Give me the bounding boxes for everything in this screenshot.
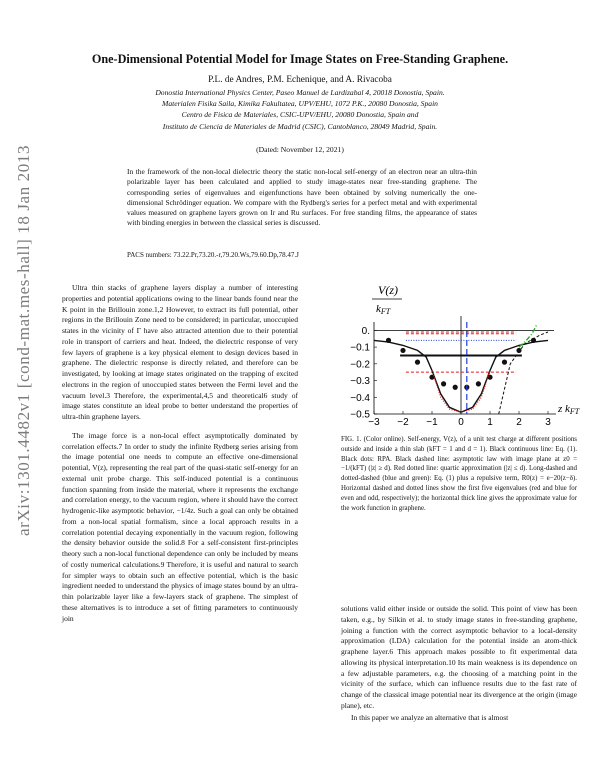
paragraph: The image force is a non-local effect asymptotically dominated by correlation effects.7 In order to study the infinite Rydberg series arising from the image potential one needs to compute an effective one-dimensional potential, V(z), representing the real part of the quasi-static self-energy for an external unit probe charge. This self-induced potential is a continuous function spanning from inside the material, where it represents the exchange and correlation energy, to the vacuum region, where it should have the correct hydrogenic-like asymptotic behavior, −1/4z. Such a goal can only be obtained from a non-local spatial formalism, since a local approach results in a correlation potential decaying exponentially in the vacuum region, following the density behavior outside the solid.8 For a self-consistent first-principles theory such a non-local functional dependence can only be included by means of costly numerical calculations.9 Therefore, it is useful and natural to search for simpler ways to obtain such an effective potential, which is the basic ingredient needed to understand the physics of image states bound by an ultra-thin polarizable layer like a few-layers stack of graphene. The simplest of these alternatives is to introduce a set of fitting parameters to continuously join bbox=[62, 430, 298, 623]
rpa-point bbox=[386, 338, 391, 343]
rpa-point bbox=[441, 381, 446, 386]
rpa-point bbox=[453, 385, 458, 390]
rpa-point bbox=[502, 360, 507, 365]
x-tick-label: 3 bbox=[545, 417, 551, 427]
y-tick-label: −0.1 bbox=[350, 342, 370, 354]
right-column bbox=[341, 604, 577, 723]
arxiv-stamp: arXiv:1301.4482v1 [cond-mat.mes-hall] 18 Jan 2013 bbox=[14, 144, 33, 536]
affiliation-line: Instituto de Ciencia de Materiales de Madrid (CSIC), Cantoblanco, 28049 Madrid, Spain. bbox=[162, 121, 438, 131]
y-axis-label-denominator: kFT bbox=[376, 303, 391, 316]
x-axis-label: z kFT bbox=[558, 403, 580, 416]
x-tick-label: 2 bbox=[516, 417, 522, 427]
affiliations bbox=[0, 87, 600, 132]
affiliation-line: Materialen Fisika Saila, Kimika Fakultatea, UPV/EHU, 1072 P.K., 20080 Donostia, Spain bbox=[162, 99, 438, 109]
rpa-point bbox=[415, 360, 420, 365]
rpa-point bbox=[476, 381, 481, 386]
y-axis-label: V(z) bbox=[378, 283, 398, 297]
figure-1 bbox=[336, 282, 586, 427]
date-line: (Dated: November 12, 2021) bbox=[256, 145, 344, 154]
affiliation-line: Donostia International Physics Center, Paseo Manuel de Lardizabal 4, 20018 Donostia, Spain. bbox=[155, 88, 445, 97]
authors: P.L. de Andres, P.M. Echenique, and A. Rivacoba bbox=[208, 75, 392, 85]
abstract: In the framework of the non-local dielectric theory the static non-local self-energy of an electron near an ultra-thin polarizable layer has been calculated and applied to study image-states near free-standing graphene. The corresponding series of eigenvalues and eigenfunctions have been obtained by solving numerically the one-dimensional Schrödinger equation. We compare with the Rydberg's series for a perfect metal and with experimental values measured on graphene layers grown on Ir and Ru surfaces. For free standing films, the appearance of states with binding energies in between the classical series is discussed. bbox=[127, 167, 477, 228]
x-tick-label: −3 bbox=[368, 417, 380, 427]
paragraph: solutions valid either inside or outside the solid. This point of view has been taken, e.g., by Silkin et al. to study image states in free-standing graphene, joining a function with the correct asymptotic behavior to a local-density approximation (LDA) calculation for the potential inside an atom-thick graphene layer.6 This approach makes possible to fit experimental data allowing its physical interpretation.10 Its main weakness is its dependence on a few adjustable parameters, e.g. the choosing of a matching point in the vicinity of the surface, which can influence results due to the fast rate of change of the classical image potential near its divergence at the origin (image plane), etc. bbox=[341, 604, 577, 710]
x-tick-label: 0 bbox=[458, 417, 464, 427]
paragraph: In this paper we analyze an alternative that is almost bbox=[351, 712, 509, 722]
y-tick-label: −0.5 bbox=[350, 409, 370, 421]
y-tick-label: 0. bbox=[361, 325, 370, 337]
affiliation-line: Centro de Fisica de Materiales, CSIC-UPV/EHU, 20080 Donostia, Spain and bbox=[181, 110, 419, 120]
paragraph: Ultra thin stacks of graphene layers display a number of interesting properties and potential applications owing to the linear bands found near the K point in the Brillouin zone.1,2 However, to extract its full potential, other regions in the Brillouin Zone need to be considered; in particular, unoccupied states in the vicinity of Γ have also attracted attention due to their potential role in transport of carriers and heat. Indeed, the dielectric response of very few layers of graphene is a key physical element to design devices based in graphene. The dielectric response is directly related, and therefore can be investigated, by looking at image states originated on the trapping of excited electrons in the region of unoccupied states between the Fermi level and the vacuum level.3 Therefore, the experimental,4,5 and theoretical6 study of image states constitute an ideal probe to better understand the properties of ultra-thin graphene layers. bbox=[62, 283, 298, 421]
y-axis-label-subscript: FT bbox=[380, 307, 391, 316]
pacs-numbers: PACS numbers: 73.22.Pr,73.20.-r,79.20.Ws,79.60.Dp,78.47.J bbox=[127, 251, 299, 259]
y-tick-label: −0.4 bbox=[350, 392, 370, 404]
left-column bbox=[62, 283, 298, 624]
x-tick-label: −2 bbox=[397, 417, 409, 427]
x-tick-label: −1 bbox=[426, 417, 438, 427]
figure-caption: FIG. 1. (Color online). Self-energy, V(z), of a unit test charge at different positions outside and inside a thin slab (kFT = 1 and d = 1). Black continuous line: Eq. (1). Black dots: RPA. Black dashed line: asymptotic law with image plane at z0 = −1/(kFT) (|z| ≥ d). Red dotted line: quartic approximation (|z| ≤ d). Long-dashed and dotted-dashed (blue and green): Eq. (1) plus a repulsive term, R0(z) = e−20(z−δ). Horizontal dashed and dotted lines show the first five eigenvalues (red and blue for even and odd, respectively); the horizontal thick line gives the approximate value for the work function in graphene. bbox=[341, 436, 577, 512]
rpa-point bbox=[400, 348, 405, 353]
x-tick-label: 1 bbox=[487, 417, 493, 427]
y-tick-label: −0.2 bbox=[350, 359, 370, 371]
y-tick-label: −0.3 bbox=[350, 376, 370, 388]
x-axis-label-subscript: FT bbox=[569, 407, 580, 416]
paper-title: One-Dimensional Potential Model for Image States on Free-Standing Graphene. bbox=[91, 52, 509, 66]
self-energy-chart bbox=[336, 282, 586, 427]
